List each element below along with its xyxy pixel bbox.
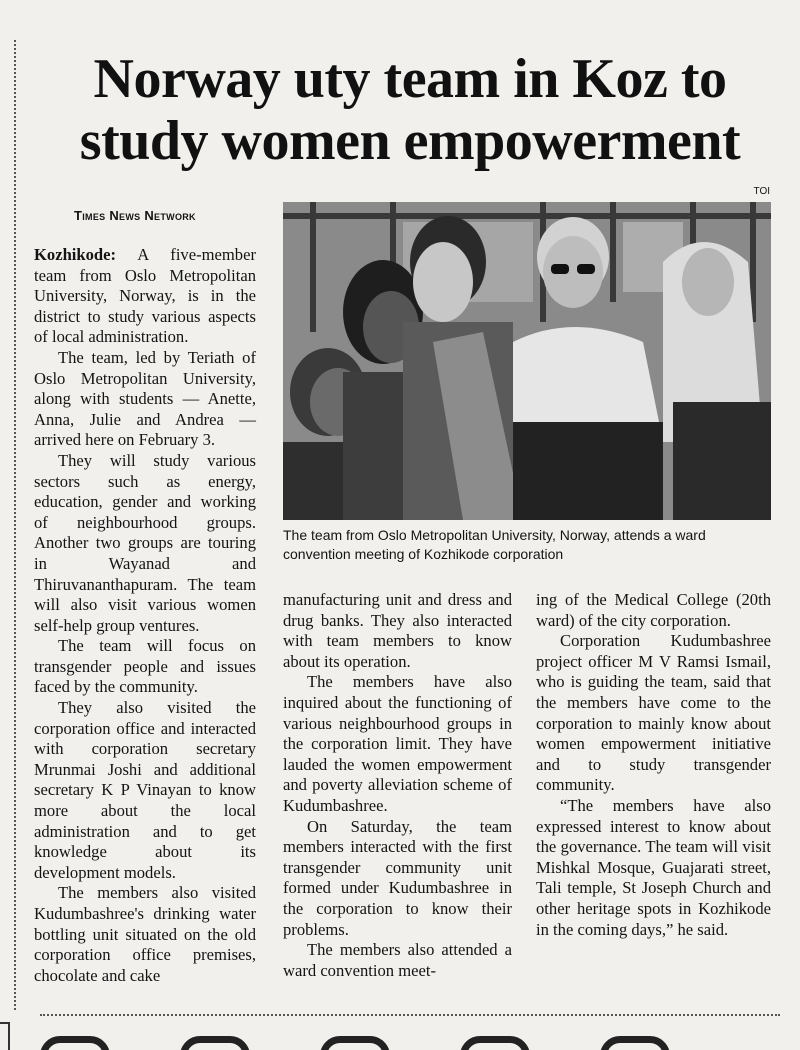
article-paragraph-continued: ing of the Medical College (20th ward) of the city corporation. — [536, 590, 771, 630]
dateline: Kozhikode: — [34, 245, 117, 264]
article-column-1 — [34, 245, 256, 986]
article-paragraph: They will study various sectors such as energy, education, gender and working of neighbourhood groups. Another two groups are touring in Wayanad and Thiruvananthapuram. The team will also visit various women self-help group ventures. — [34, 450, 256, 635]
article-paragraph: The members also visited Kudumbashree's drinking water bottling unit situated on the old corporation office premises, chocolate and cake — [34, 883, 256, 985]
cut-line-bottom — [40, 1014, 780, 1016]
article-column-2 — [283, 590, 512, 981]
byline: Times News Network — [74, 208, 196, 223]
news-photo — [283, 202, 771, 520]
article-column-3 — [536, 590, 771, 940]
photo-credit: TOI — [753, 186, 770, 197]
article-paragraph: They also visited the corporation office and interacted with corporation secretary Mrunmai Joshi and additional secretary K P Vinayan to know more about the local administration and to get knowledge about its development models. — [34, 698, 256, 882]
headline: Norway uty team in Koz to study women empowerment — [79, 48, 741, 172]
article-paragraph: On Saturday, the team members interacted with the first transgender community unit formed under Kudumbashree in the corporation to know their problems. — [283, 816, 512, 939]
article-paragraph: The team will focus on transgender people and issues faced by the community. — [34, 636, 256, 697]
paragraph-text: A five-member team from Oslo Metropolitan University, Norway, is in the district to study various aspects of local administration. — [34, 245, 256, 347]
article-paragraph-continued: manufacturing unit and dress and drug banks. They also interacted with team members to know about its operation. — [283, 590, 512, 671]
article-paragraph: “The members have also expressed interest to know about the governance. The team will visit Mishkal Mosque, Guajarati street, Tali temple, St Joseph Church and other heritage spots in Kozhikode in the coming days,” he said. — [536, 795, 771, 939]
article-paragraph: Corporation Kudumbashree project officer M V Ramsi Ismail, who is guiding the team, said that the members have come to the corporation to mainly know about women empowerment initiative and to study transgender community. — [536, 631, 771, 795]
article-paragraph — [34, 245, 256, 348]
cut-line-left — [14, 40, 16, 1010]
news-photo-drawing — [283, 202, 771, 520]
article-paragraph: The members have also inquired about the functioning of various neighbourhood groups in the corporation limit. They have lauded the women empowerment and poverty alleviation scheme of Kudumbashree. — [283, 672, 512, 815]
column-rule-fragment — [0, 1022, 10, 1050]
next-article-headline-fragment — [40, 1028, 780, 1050]
photo-caption: The team from Oslo Metropolitan University, Norway, attends a ward convention meeting of Kozhikode corporation — [283, 527, 706, 562]
article-paragraph: The team, led by Teriath of Oslo Metropolitan University, along with students — Anette, Anna, Julie and Andrea — arrived here on February 3. — [34, 347, 256, 450]
article-paragraph: The members also attended a ward convention meet- — [283, 940, 512, 980]
